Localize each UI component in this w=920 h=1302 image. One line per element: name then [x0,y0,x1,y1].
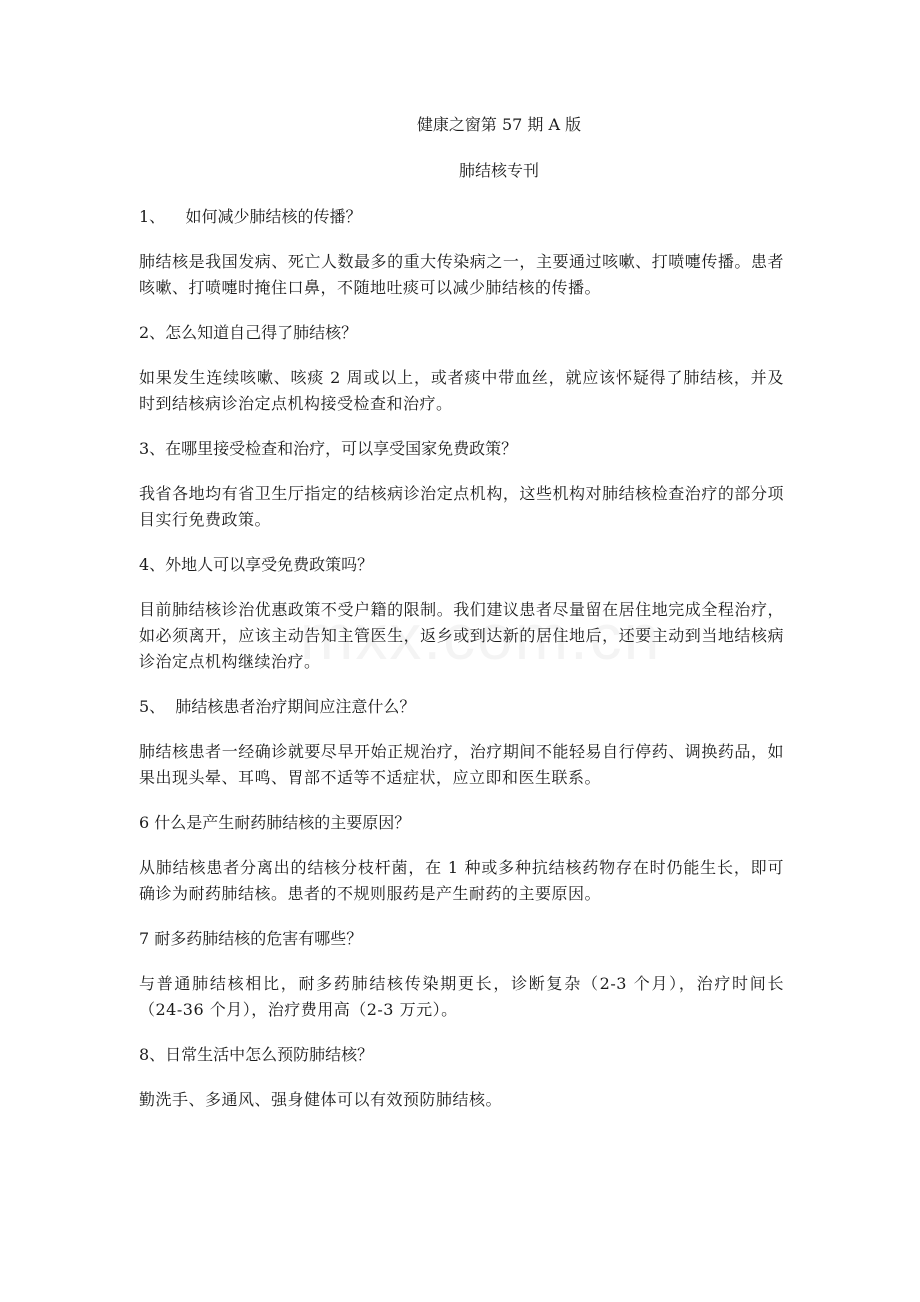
qa-item [139,810,784,907]
qa-item [139,320,784,417]
qa-item [139,436,784,533]
answer-paragraph: 与普通肺结核相比，耐多药肺结核传染期更长，诊断复杂（2-3 个月），治疗时间长（24-36 个月），治疗费用高（2-3 万元）。 [139,974,784,1019]
answer-paragraph: 我省各地均有省卫生厅指定的结核病诊治定点机构，这些机构对肺结核检查治疗的部分项目实行免费政策。 [139,484,784,529]
question-heading: 4、外地人可以享受免费政策吗？ [139,555,374,574]
qa-item [139,1042,784,1113]
question-heading: 5、 肺结核患者治疗期间应注意什么？ [139,697,416,716]
qa-item [139,552,784,675]
document-title: 健康之窗第 57 期 A 版 [416,115,582,134]
qa-item [139,204,784,301]
qa-item [139,926,784,1023]
question-heading: 3、在哪里接受检查和治疗，可以享受国家免费政策？ [139,439,518,458]
question-heading: 6 什么是产生耐药肺结核的主要原因？ [139,813,411,832]
qa-item [139,694,784,791]
qa-list [139,204,784,1113]
answer-paragraph: 目前肺结核诊治优惠政策不受户籍的限制。我们建议患者尽量留在居住地完成全程治疗，如必须离开，应该主动告知主管医生，返乡或到达新的居住地后，还要主动到当地结核病诊治定点机构继续治疗。 [139,600,784,671]
answer-paragraph: 勤洗手、多通风、强身健体可以有效预防肺结核。 [139,1090,503,1109]
answer-paragraph: 肺结核患者一经确诊就要尽早开始正规治疗，治疗期间不能轻易自行停药、调换药品，如果出现头晕、耳鸣、胃部不适等不适症状，应立即和医生联系。 [139,742,784,787]
document-subtitle: 肺结核专刊 [458,161,539,180]
answer-paragraph: 如果发生连续咳嗽、咳痰 2 周或以上，或者痰中带血丝，就应该怀疑得了肺结核，并及时到结核病诊治定点机构接受检查和治疗。 [139,368,784,413]
question-heading: 7 耐多药肺结核的危害有哪些？ [139,929,363,948]
answer-paragraph: 肺结核是我国发病、死亡人数最多的重大传染病之一，主要通过咳嗽、打喷嚏传播。患者咳嗽、打喷嚏时掩住口鼻，不随地吐痰可以减少肺结核的传播。 [139,252,784,297]
question-heading: 2、怎么知道自己得了肺结核？ [139,323,358,342]
question-heading: 8、日常生活中怎么预防肺结核？ [139,1045,374,1064]
document-page [139,112,784,1132]
answer-paragraph: 从肺结核患者分离出的结核分枝杆菌，在 1 种或多种抗结核药物存在时仍能生长，即可确诊为耐药肺结核。患者的不规则服药是产生耐药的主要原因。 [139,858,784,903]
question-heading: 1、 如何减少肺结核的传播？ [139,207,362,226]
